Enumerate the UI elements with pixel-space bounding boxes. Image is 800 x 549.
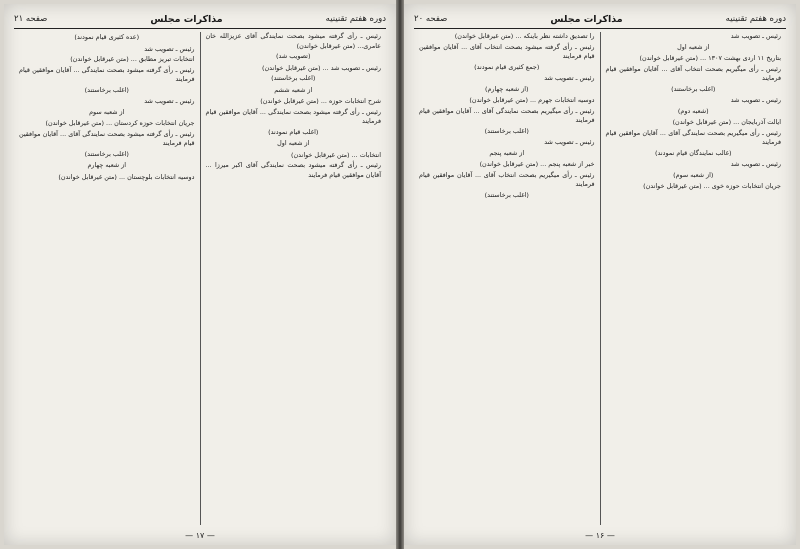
- vote-result-line: از شعبه سوم: [89, 107, 125, 116]
- paragraph: رئیس ـ رأی گرفته میشود بصحت نمایندگی ... آقایان موافقین قیام فرمایند: [19, 65, 195, 83]
- paragraph: رئیس ـ تصویب شد: [544, 138, 595, 146]
- paragraph: خبر از شعبه پنجم ... (متن غیرقابل خواندن): [479, 160, 595, 168]
- vote-result-line: از شعبه چهارم: [87, 161, 127, 169]
- header-page-number: صفحه ۲۰: [414, 14, 448, 24]
- paragraph: ایالت آذربایجان ... (متن غیرقابل خواندن): [672, 118, 781, 126]
- vote-result-line: از شعبه ششم: [274, 85, 313, 94]
- paragraph: جریان انتخابات حوزه خوی ... (متن غیرقابل خواندن): [643, 182, 781, 190]
- column-right: [601, 32, 787, 525]
- vote-result-line: (از شعبه سوم): [673, 170, 714, 179]
- vote-result-line: (اغلب برخاستند): [84, 149, 129, 158]
- text-columns: [14, 32, 386, 525]
- column-left: [14, 32, 200, 525]
- vote-result-line: (غالب نمایندگان قیام نمودند): [655, 148, 732, 157]
- right-page: [404, 4, 796, 545]
- page-footer-number: — ۱۷ —: [185, 531, 215, 540]
- paragraph: رئیس ـ رأی گرفته میشود بصحت نمایندگی آقای عزیزالله خان عامری... (متن غیرقابل خواندن): [205, 32, 381, 50]
- paragraph: دوسیه انتخابات جهرم ... (متن غیرقابل خواندن): [469, 96, 595, 104]
- vote-result-line: (عده کثیری قیام نمودند): [74, 33, 140, 41]
- paragraph: رئیس ـ رأی میگیریم بصحت نمایندگی آقای ... آقایان موافقین قیام فرمایند: [605, 128, 781, 146]
- header-rule: [414, 28, 786, 29]
- vote-result-line: از شعبه اول: [677, 42, 710, 51]
- paragraph: رئیس ـ تصویب شد: [730, 32, 781, 40]
- paragraph: رئیس ـ رأی میگیریم بصحت نمایندگی آقای ... آقایان موافقین قیام فرمایند: [419, 106, 595, 124]
- paragraph: رئیس ـ رأی گرفته میشود بصحت نمایندگی آقای ... آقایان موافقین قیام فرمایند: [19, 129, 195, 147]
- paragraph: جریان انتخابات حوزه کردستان ... (متن غیرقابل خواندن): [45, 119, 195, 127]
- header-page-number: صفحه ۲۱: [14, 14, 48, 24]
- vote-result-line: از شعبه اول: [277, 139, 310, 147]
- header-session: دوره هفتم تقنینیه: [325, 14, 386, 24]
- vote-result-line: (اغلب برخاستند): [271, 74, 316, 82]
- vote-result-line: (شعبه دوم): [677, 106, 709, 115]
- vote-result-line: (از شعبه چهارم): [484, 84, 529, 93]
- header-rule: [14, 28, 386, 29]
- column-right: [201, 32, 387, 525]
- paragraph: رئیس ـ تصویب شد: [544, 74, 595, 82]
- vote-result-line: (اغلب برخاستند): [84, 85, 129, 94]
- paragraph: رئیس ـ رأی میگیریم بصحت انتخاب آقای ... آقایان موافقین قیام فرمایند: [419, 170, 595, 188]
- book-gutter: [396, 0, 404, 549]
- paragraph: شرح انتخابات حوزه ... (متن غیرقابل خواندن): [260, 97, 381, 105]
- vote-result-line: (اغلب برخاستند): [484, 190, 529, 199]
- column-left: [414, 32, 600, 525]
- paragraph: رئیس ـ رأی میگیریم بصحت انتخاب آقای ... آقایان موافقین قیام فرمایند: [605, 64, 781, 82]
- vote-result-line: (اغلب برخاستند): [671, 84, 716, 93]
- paragraph: دوسیه انتخابات بلوچستان ... (متن غیرقابل خواندن): [58, 172, 195, 181]
- vote-result-line: (اغلب قیام نمودند): [268, 127, 319, 136]
- header-title: مذاکرات مجلس: [150, 13, 223, 25]
- paragraph: رئیس ـ رأی گرفته میشود بصحت انتخاب آقای ... آقایان موافقین قیام فرمایند: [419, 42, 595, 60]
- paragraph: رئیس ـ تصویب شد: [730, 160, 781, 168]
- text-columns: [414, 32, 786, 525]
- page-header: [14, 12, 386, 26]
- paragraph: را تصدیق داشته نظر باینکه ... (متن غیرقابل خواندن): [454, 32, 595, 40]
- vote-result-line: (تصویب شد): [276, 52, 311, 60]
- paragraph: رئیس ـ رأی گرفته میشود بصحت نمایندگی آقای اکبر میرزا ... آقایان موافقین قیام فرمایند: [205, 161, 381, 179]
- paragraph: انتخابات ... (متن غیرقابل خواندن): [291, 150, 381, 159]
- paragraph: بتاریخ ۱۱ اردی بهشت ۱۳۰۷ ... (متن غیرقابل خواندن): [639, 54, 781, 62]
- header-title: مذاکرات مجلس: [550, 13, 623, 25]
- page-header: [414, 12, 786, 26]
- paragraph: انتخابات تبریز مطابق ... (متن غیرقابل خواندن): [70, 55, 195, 63]
- left-page: [4, 4, 396, 545]
- paragraph: رئیس ـ تصویب شد: [730, 96, 781, 104]
- vote-result-line: (اغلب برخاستند): [484, 126, 529, 135]
- paragraph: رئیس ـ تصویب شد ... (متن غیرقابل خواندن): [262, 63, 381, 72]
- header-session: دوره هفتم تقنینیه: [725, 14, 786, 24]
- vote-result-line: (جمع کثیری قیام نمودند): [474, 62, 540, 71]
- vote-result-line: از شعبه پنجم: [489, 148, 525, 157]
- page-footer-number: — ۱۶ —: [585, 531, 615, 540]
- paragraph: رئیس ـ رأی گرفته میشود بصحت نمایندگی ... آقایان موافقین قیام فرمایند: [205, 107, 381, 125]
- paragraph: رئیس ـ تصویب شد: [144, 44, 195, 53]
- paragraph: رئیس ـ تصویب شد: [144, 97, 195, 105]
